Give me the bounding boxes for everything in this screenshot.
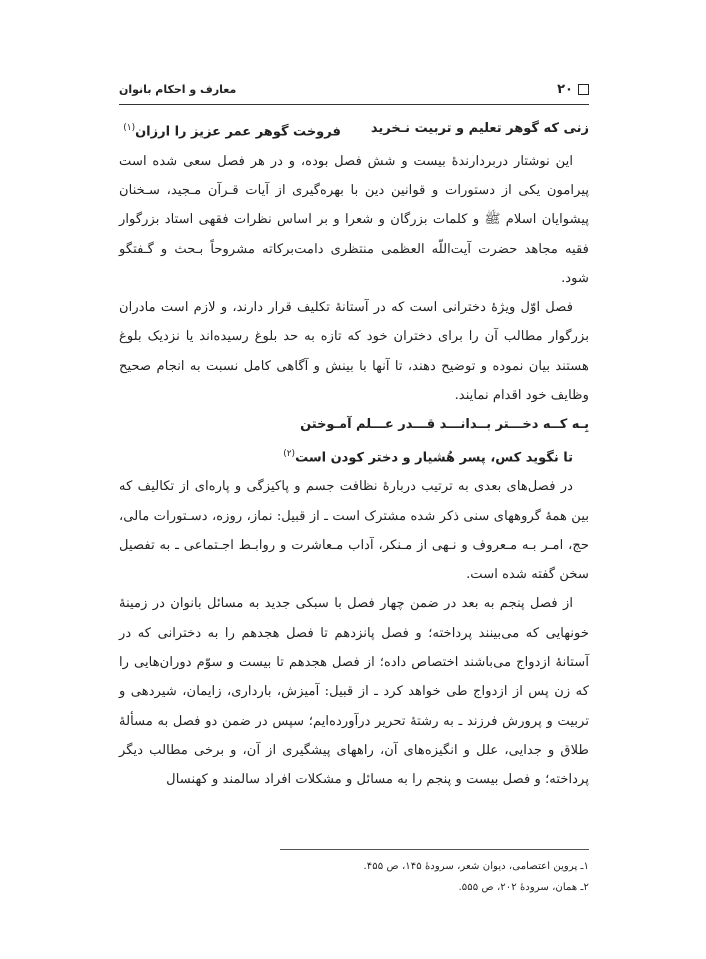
footnote-ref-1: (۱) bbox=[123, 123, 136, 133]
footnote-1: ۱ـ پروین اعتصامی، دیوان شعر، سرودهٔ ۱۴۵، ص ۴۵۵. bbox=[363, 861, 589, 872]
footnote-ref-2: (۲) bbox=[283, 448, 296, 459]
paragraph-4: از فصل پنجم به بعد در ضمن چهار فصل با سبکی جدید به مسائل بانوان در زمینهٔ خونهایی که می‌بینند پرداخته؛ و فصل پانزدهم تا فصل هجدهم را به دخترانی که در آستانهٔ ازدواج می‌باشند اختصاص داده؛ از فصل هجدهم تا بیست و سوّم دوران‌هایی را که زن پس از ازدواج طی خواهد کرد ـ از قبیل: آمیزش، بارداری، زایمان، شیردهی و تربیت و پرورش فرزند ـ به رشتهٔ تحریر درآورده‌ایم؛ سپس در ضمن دو فصل به مسألهٔ طلاق و جدایی، علل و انگیزه‌های آن، راههای پیشگیری از آن، و برخی مطالب دیگر پرداخته؛ و فصل بیست و پنجم را به مسائل و مشکلات افراد سالمند و کهنسال bbox=[119, 596, 589, 788]
footnote-2: ۲ـ همان، سرودهٔ ۲۰۲، ص ۵۵۵. bbox=[458, 882, 589, 893]
running-title: معارف و احکام بانوان bbox=[119, 82, 237, 96]
page-header bbox=[119, 78, 589, 100]
paragraph-1: این نوشتار دربردارندهٔ بیست و شش فصل بوده، و در هر فصل سعی شده است پیرامون یکی از دستورات و قوانین دین با بهره‌گیری از آیات قـرآن مـجید، سـخنان پیشوایان اسلام ﷺ و کلمات بزرگان و شعرا و بر اساس نظرات فقهی استاد بزرگوار فقیه مجاهد حضرت آیت‌اللّه العظمی منتظری دامت‌برکاته مشروحاً بـحث و گـفتگو شود. bbox=[119, 153, 589, 286]
footnote-divider bbox=[280, 849, 589, 850]
header-divider bbox=[119, 104, 589, 105]
paragraph-2: فصل اوّل ویژهٔ دخترانی است که در آستانهٔ تکلیف قرار دارند، و لازم است مادران بزرگوار مطالب آن را برای دختران خود که تازه به حد بلوغ رسیده‌اند یا نزدیک بلوغ هستند بیان نموده و توضیح دهند، تا آنها با بینش و آگاهی کامل نسبت به انجام صحیح وظایف خود اقدام نمایند. bbox=[119, 300, 589, 403]
page-number-block bbox=[557, 82, 589, 97]
page-number: ۲۰ bbox=[557, 81, 573, 97]
verse-1-hemistich-b-wrap bbox=[123, 114, 341, 147]
verse-1-hemistich-a: زنی که گوهر تعلیم و تربیت نـخرید bbox=[370, 121, 589, 136]
main-text bbox=[119, 114, 589, 794]
square-bullet-icon bbox=[578, 84, 589, 95]
verse-1 bbox=[119, 114, 589, 147]
paragraph-3: در فصل‌های بعدی به ترتیب دربارهٔ نظافت جسم و پاکیزگی و پاره‌ای از تکالیف که بین همهٔ گروههای سنی ذکر شده مشترک است ـ از قبیل: نماز، روزه، دسـتورات مالی، حج، امـر بـه مـعروف و نـهی از مـنکر، آداب مـعاشرت و روابـط اجـتماعی ـ به تفصیل سخن گفته شده است. bbox=[119, 479, 589, 583]
verse-1-hemistich-b: فروخت گوهر عمر عزیز را ارزان bbox=[135, 124, 341, 140]
verse-2-line-b: تا نگوید کس، پسر هُشیار و دختر کودن است bbox=[295, 449, 573, 465]
verse-2-line-a: بِـه کــه دخـــتر بــدانـــد قـــدر عـــلم آمـوختن bbox=[300, 417, 589, 433]
verse-2-line-b-wrap bbox=[119, 440, 589, 473]
footnotes bbox=[119, 856, 589, 898]
